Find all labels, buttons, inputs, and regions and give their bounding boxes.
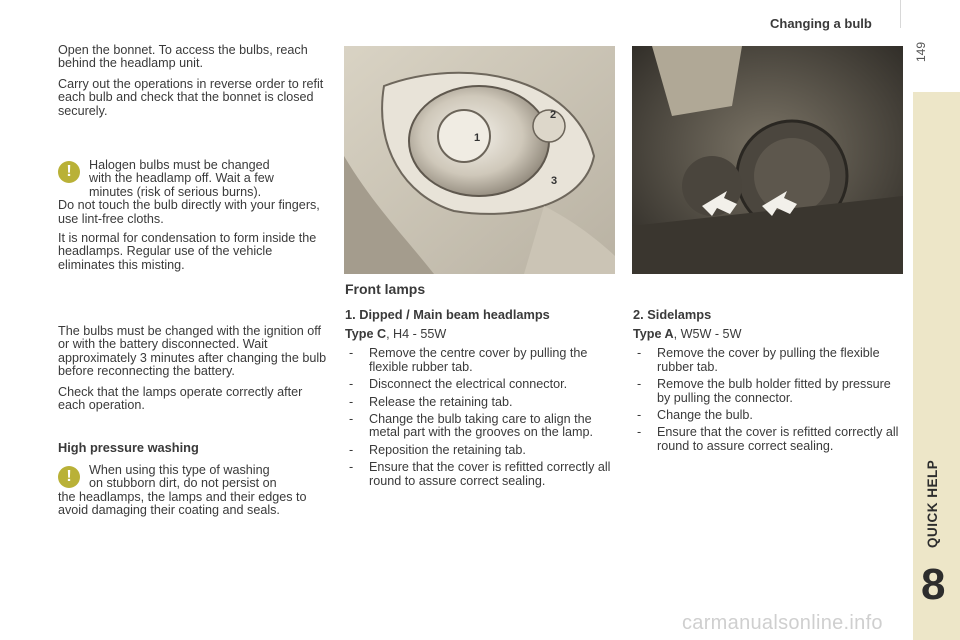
info-block bbox=[58, 325, 328, 419]
warning-icon: ! bbox=[58, 466, 80, 488]
sidelamps-title: 2. Sidelamps bbox=[633, 307, 712, 322]
photo-label-1: 1 bbox=[474, 132, 481, 144]
headlamp-illustration bbox=[344, 46, 615, 274]
warning-icon: ! bbox=[58, 161, 80, 183]
section-side-tab bbox=[913, 92, 960, 640]
warning-block-washing bbox=[58, 464, 328, 518]
intro-block bbox=[58, 44, 328, 125]
dipped-beam-title: 1. Dipped / Main beam headlamps bbox=[345, 307, 550, 322]
list-item: - Release the retaining tab. bbox=[345, 396, 617, 409]
list-item: - Disconnect the electrical connector. bbox=[345, 378, 617, 391]
intro-paragraph-2: Carry out the operations in reverse order to refit each bulb and check that the bonnet is closed securely. bbox=[58, 76, 324, 118]
warning-line: minutes (risk of serious burns). bbox=[89, 184, 262, 199]
headlamp-rear-photo bbox=[632, 46, 903, 274]
headlamp-photo bbox=[344, 46, 615, 274]
bulb-type-label: Type C bbox=[345, 327, 387, 341]
dipped-beam-steps bbox=[345, 347, 617, 488]
list-item: - Change the bulb. bbox=[633, 409, 903, 422]
bulb-type-label: Type A bbox=[633, 327, 674, 341]
list-item: - Remove the bulb holder fitted by pressure by pulling the connector. bbox=[633, 378, 903, 405]
sidelamps-steps bbox=[633, 347, 903, 453]
list-item: - Ensure that the cover is refitted correctly all round to assure correct sealing. bbox=[633, 426, 903, 453]
sidelamps-section bbox=[633, 307, 903, 457]
photo-label-3: 3 bbox=[551, 175, 558, 187]
list-item: - Change the bulb taking care to align the metal part with the grooves on the lamp. bbox=[345, 413, 617, 440]
warning-line: with the headlamp off. Wait a few bbox=[89, 171, 274, 186]
list-item: - Remove the centre cover by pulling the flexible rubber tab. bbox=[345, 347, 617, 374]
dipped-beam-section bbox=[345, 307, 617, 492]
front-lamps-title: Front lamps bbox=[345, 281, 426, 297]
list-item: - Remove the cover by pulling the flexible rubber tab. bbox=[633, 347, 903, 374]
warning-block-halogen bbox=[58, 159, 330, 279]
chapter-number: 8 bbox=[921, 560, 946, 609]
bulb-type-value: , W5W - 5W bbox=[673, 327, 742, 341]
high-pressure-title: High pressure washing bbox=[58, 440, 199, 455]
watermark-text: carmanualsonline.info bbox=[682, 612, 883, 634]
check-paragraph: Check that the lamps operate correctly after each operation. bbox=[58, 384, 303, 413]
warning-line: Do not touch the bulb directly with your fingers, use lint-free cloths. bbox=[58, 198, 320, 226]
section-label: QUICK HELP bbox=[925, 459, 940, 548]
battery-paragraph: The bulbs must be changed with the ignition off or with the battery disconnected. Wait approximately 3 minutes after changing the bulb before reconnecting the battery. bbox=[58, 324, 327, 379]
headlamp-rear-illustration bbox=[632, 46, 903, 274]
header-divider bbox=[900, 0, 901, 28]
condensation-paragraph: It is normal for condensation to form inside the headlamps. Regular use of the vehicle eliminates this misting. bbox=[58, 231, 317, 272]
bulb-type-value: , H4 - 55W bbox=[386, 327, 447, 341]
page-header-title: Changing a bulb bbox=[770, 16, 872, 31]
page-number: 149 bbox=[914, 41, 928, 62]
warning-line: the headlamps, the lamps and their edges to avoid damaging their coating and seals. bbox=[58, 489, 307, 518]
intro-paragraph-1: Open the bonnet. To access the bulbs, reach behind the headlamp unit. bbox=[58, 43, 308, 71]
list-item: - Reposition the retaining tab. bbox=[345, 444, 617, 457]
photo-label-2: 2 bbox=[550, 109, 557, 121]
warning-line: When using this type of washing bbox=[89, 463, 270, 477]
list-item: - Ensure that the cover is refitted correctly all round to assure correct sealing. bbox=[345, 461, 617, 488]
warning-line: Halogen bulbs must be changed bbox=[89, 158, 270, 172]
warning-line: on stubborn dirt, do not persist on bbox=[89, 476, 277, 491]
